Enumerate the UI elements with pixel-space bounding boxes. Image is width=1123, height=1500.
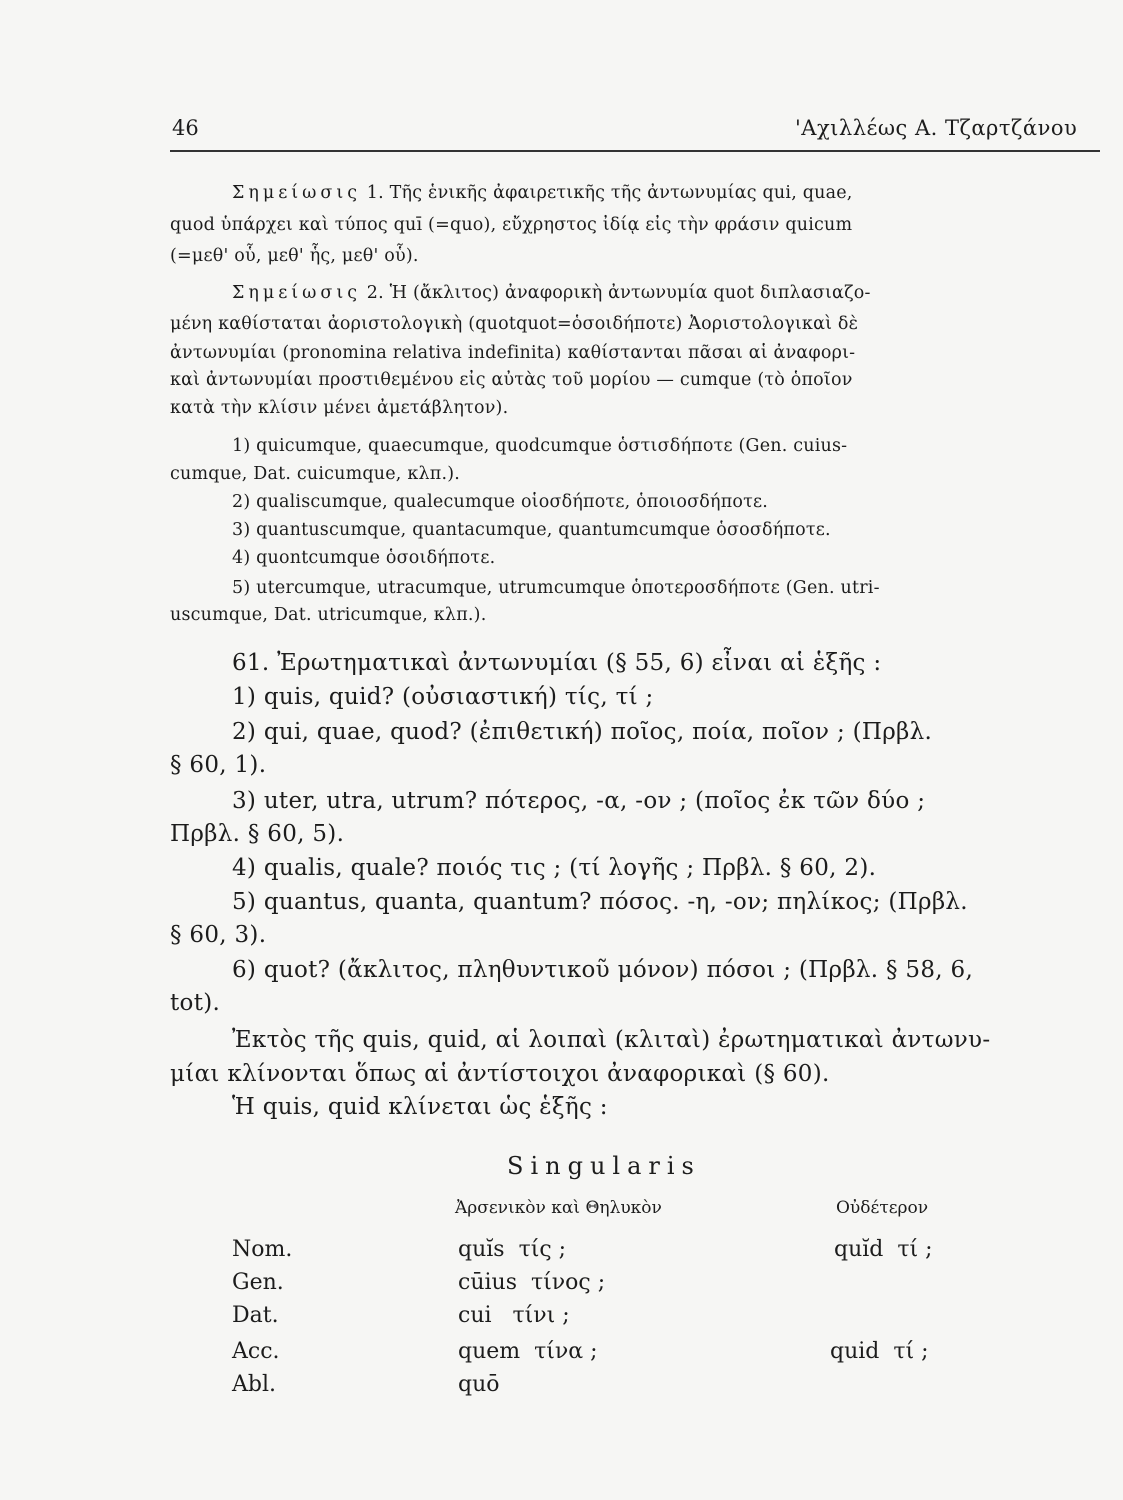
s61-line-7: 4) qualis, quale? ποιός τις ; (τί λογῆς ; Πρβλ. § 60, 2). <box>232 855 877 881</box>
note-1-line-1 <box>232 183 853 203</box>
note-label: Σημείωσις <box>232 183 362 203</box>
s61-line-14: Ἡ quis, quid κλίνεται ὡς ἑξῆς : <box>232 1094 608 1120</box>
s61-line-10: 6) quot? (ἄκλιτος, πληθυντικοῦ μόνον) πόσοι ; (Πρβλ. § 58, 6, <box>232 957 974 983</box>
form-neuter: quid τί ; <box>830 1339 929 1364</box>
s61-line-5: 3) uter, utra, utrum? πότερος, -α, -ον ; (ποῖος ἐκ τῶν δύο ; <box>232 788 926 814</box>
indef-line-5: 4) quontcumque ὁσοιδήποτε. <box>232 548 496 568</box>
form-masc-fem: quem τίνα ; <box>458 1339 598 1364</box>
indef-line-6: 5) utercumque, utracumque, utrumcumque ὁποτεροσδήποτε (Gen. utri- <box>232 578 880 598</box>
note-2-line-1 <box>232 283 871 303</box>
indef-line-4: 3) quantuscumque, quantacumque, quantumcumque ὁσοσδήποτε. <box>232 520 831 540</box>
case-label: Acc. <box>232 1339 280 1364</box>
note-1-line-2: quod ὑπάρχει καὶ τύπος quī (=quo), εὔχρηστος ἰδίᾳ εἰς τὴν φράσιν quicum <box>170 215 853 235</box>
indef-line-7: uscumque, Dat. utricumque, κλπ.). <box>170 605 487 625</box>
s61-line-13: μίαι κλίνονται ὅπως αἱ ἀντίστοιχοι ἀναφορικαὶ (§ 60). <box>170 1061 830 1087</box>
s61-line-9: § 60, 3). <box>170 922 267 948</box>
form-masc-fem: cūius τίνος ; <box>458 1270 606 1295</box>
running-title: 'Αχιλλέως Α. Τζαρτζάνου <box>795 116 1078 140</box>
note-text: 1. Τῆς ἑνικῆς ἀφαιρετικῆς τῆς ἀντωνυμίας qui, quae, <box>361 183 853 203</box>
col-header-masc-fem: Ἀρσενικὸν καὶ Θηλυκὸν <box>455 1198 662 1218</box>
note-label: Σημείωσις <box>232 283 362 303</box>
section-61-heading: 61. Ἐρωτηματικαὶ ἀντωνυμίαι (§ 55, 6) εἶναι αἱ ἑξῆς : <box>232 650 882 676</box>
col-header-neuter: Οὐδέτερον <box>836 1198 929 1218</box>
page-number: 46 <box>172 116 199 140</box>
form-masc-fem: quō <box>458 1372 500 1397</box>
case-label: Nom. <box>232 1237 293 1262</box>
indef-line-1: 1) quicumque, quaecumque, quodcumque ὁστισδήποτε (Gen. cuius- <box>232 436 848 456</box>
form-neuter: quĭd τί ; <box>834 1237 933 1262</box>
s61-line-11: tot). <box>170 990 221 1016</box>
case-label: Abl. <box>232 1372 276 1397</box>
note-text: 2. Ἡ (ἄκλιτος) ἀναφορικὴ ἀντωνυμία quot διπλασιαζο- <box>361 283 871 303</box>
form-masc-fem: quĭs τίς ; <box>458 1237 567 1262</box>
s61-line-4: § 60, 1). <box>170 752 267 778</box>
s61-line-2: 1) quis, quid? (οὐσιαστική) τίς, τί ; <box>232 684 654 710</box>
s61-line-12: Ἐκτὸς τῆς quis, quid, αἱ λοιπαὶ (κλιταὶ) ἐρωτηματικαὶ ἀντωνυ- <box>232 1027 991 1053</box>
s61-line-8: 5) quantus, quanta, quantum? πόσος. -η, -ον; πηλίκος; (Πρβλ. <box>232 889 968 915</box>
case-label: Gen. <box>232 1270 284 1295</box>
header-rule <box>170 150 1100 152</box>
declension-title: Singularis <box>507 1152 701 1180</box>
form-masc-fem: cui τίνι ; <box>458 1303 570 1328</box>
indef-line-3: 2) qualiscumque, qualecumque οἱοσδήποτε, ὁποιοσδήποτε. <box>232 492 769 512</box>
s61-line-6: Πρβλ. § 60, 5). <box>170 821 345 847</box>
note-2-line-4: καὶ ἀντωνυμίαι προστιθεμένου εἰς αὐτὰς τοῦ μορίου — cumque (τὸ ὁποῖον <box>170 370 853 390</box>
note-1-line-3: (=μεθ' οὗ, μεθ' ἧς, μεθ' οὗ). <box>170 246 419 266</box>
note-2-line-3: ἀντωνυμίαι (pronomina relativa indefinita) καθίστανται πᾶσαι αἱ ἀναφορι- <box>170 343 856 363</box>
s61-line-3: 2) qui, quae, quod? (ἐπιθετική) ποῖος, ποία, ποῖον ; (Πρβλ. <box>232 719 933 745</box>
indef-line-2: cumque, Dat. cuicumque, κλπ.). <box>170 464 461 484</box>
case-label: Dat. <box>232 1303 279 1328</box>
note-2-line-5: κατὰ τὴν κλίσιν μένει ἀμετάβλητον). <box>170 398 509 418</box>
note-2-line-2: μένη καθίσταται ἀοριστολογικὴ (quotquot=ὁσοιδήποτε) Ἀοριστολογικαὶ δὲ <box>170 314 859 334</box>
